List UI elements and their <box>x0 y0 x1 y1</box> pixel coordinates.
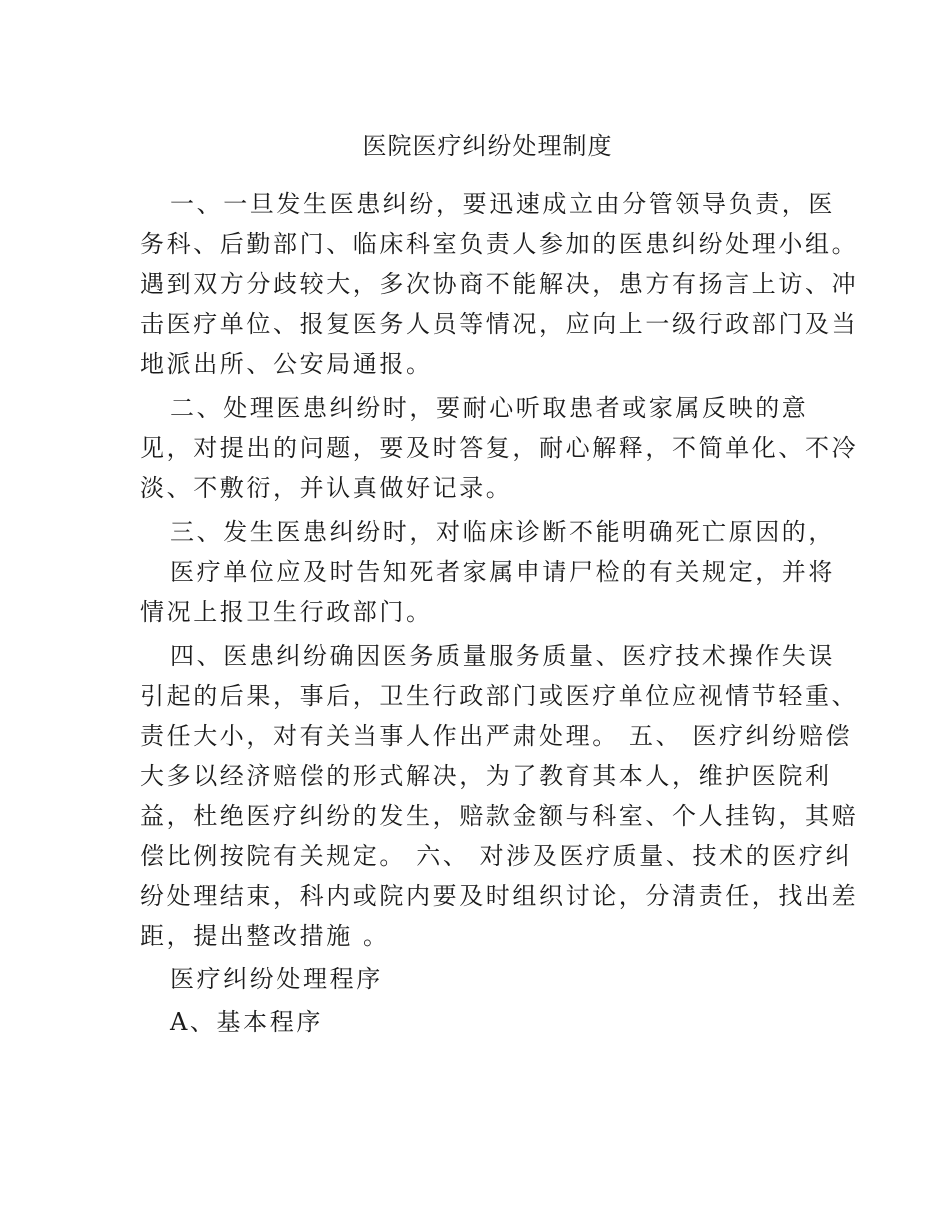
paragraph-line: 二、处理医患纠纷时，要耐心听取患者或家属反映的意 <box>170 394 809 422</box>
paragraph-line: 一、一旦发生医患纠纷，要迅速成立由分管领导负责，医 <box>170 190 835 218</box>
paragraph-line: 偿比例按院有关规定。 六、 对涉及医疗质量、技术的医疗纠 <box>140 842 853 870</box>
paragraph-line: 距，提出整改措施 。 <box>140 922 390 950</box>
paragraph-line: 医疗单位应及时告知死者家属申请尸检的有关规定，并将 <box>170 558 835 586</box>
paragraph-line: 四、医患纠纷确因医务质量服务质量、医疗技术操作失误 <box>170 642 835 670</box>
paragraph-line: 情况上报卫生行政部门。 <box>140 598 433 626</box>
paragraph-line: 地派出所、公安局通报。 <box>140 350 433 378</box>
paragraph-line: 淡、不敷衍，并认真做好记录。 <box>140 474 513 502</box>
paragraph-line: 务科、后勤部门、临床科室负责人参加的医患纠纷处理小组。 <box>140 230 859 258</box>
document-title: 医院医疗纠纷处理制度 <box>362 132 613 160</box>
paragraph-line: 击医疗单位、报复医务人员等情况，应向上一级行政部门及当 <box>140 310 859 338</box>
paragraph-line: 责任大小，对有关当事人作出严肃处理。 五、 医疗纠纷赔偿 <box>140 722 853 750</box>
paragraph-line: 见，对提出的问题，要及时答复，耐心解释，不简单化、不冷 <box>140 434 859 462</box>
paragraph-line: 大多以经济赔偿的形式解决，为了教育其本人，维护医院利 <box>140 762 832 790</box>
paragraph-line: 遇到双方分歧较大，多次协商不能解决，患方有扬言上访、冲 <box>140 270 859 298</box>
subsection-heading: A、基本程序 <box>170 1008 323 1036</box>
paragraph-line: 益，杜绝医疗纠纷的发生，赔款金额与科室、个人挂钩，其赔 <box>140 802 859 830</box>
paragraph-line: 引起的后果，事后，卫生行政部门或医疗单位应视情节轻重、 <box>140 682 859 710</box>
paragraph-line: 纷处理结束，科内或院内要及时组织讨论，分清责任，找出差 <box>140 882 859 910</box>
section-heading: 医疗纠纷处理程序 <box>170 965 383 993</box>
paragraph-line: 三、发生医患纠纷时，对临床诊断不能明确死亡原因的， <box>170 518 835 546</box>
